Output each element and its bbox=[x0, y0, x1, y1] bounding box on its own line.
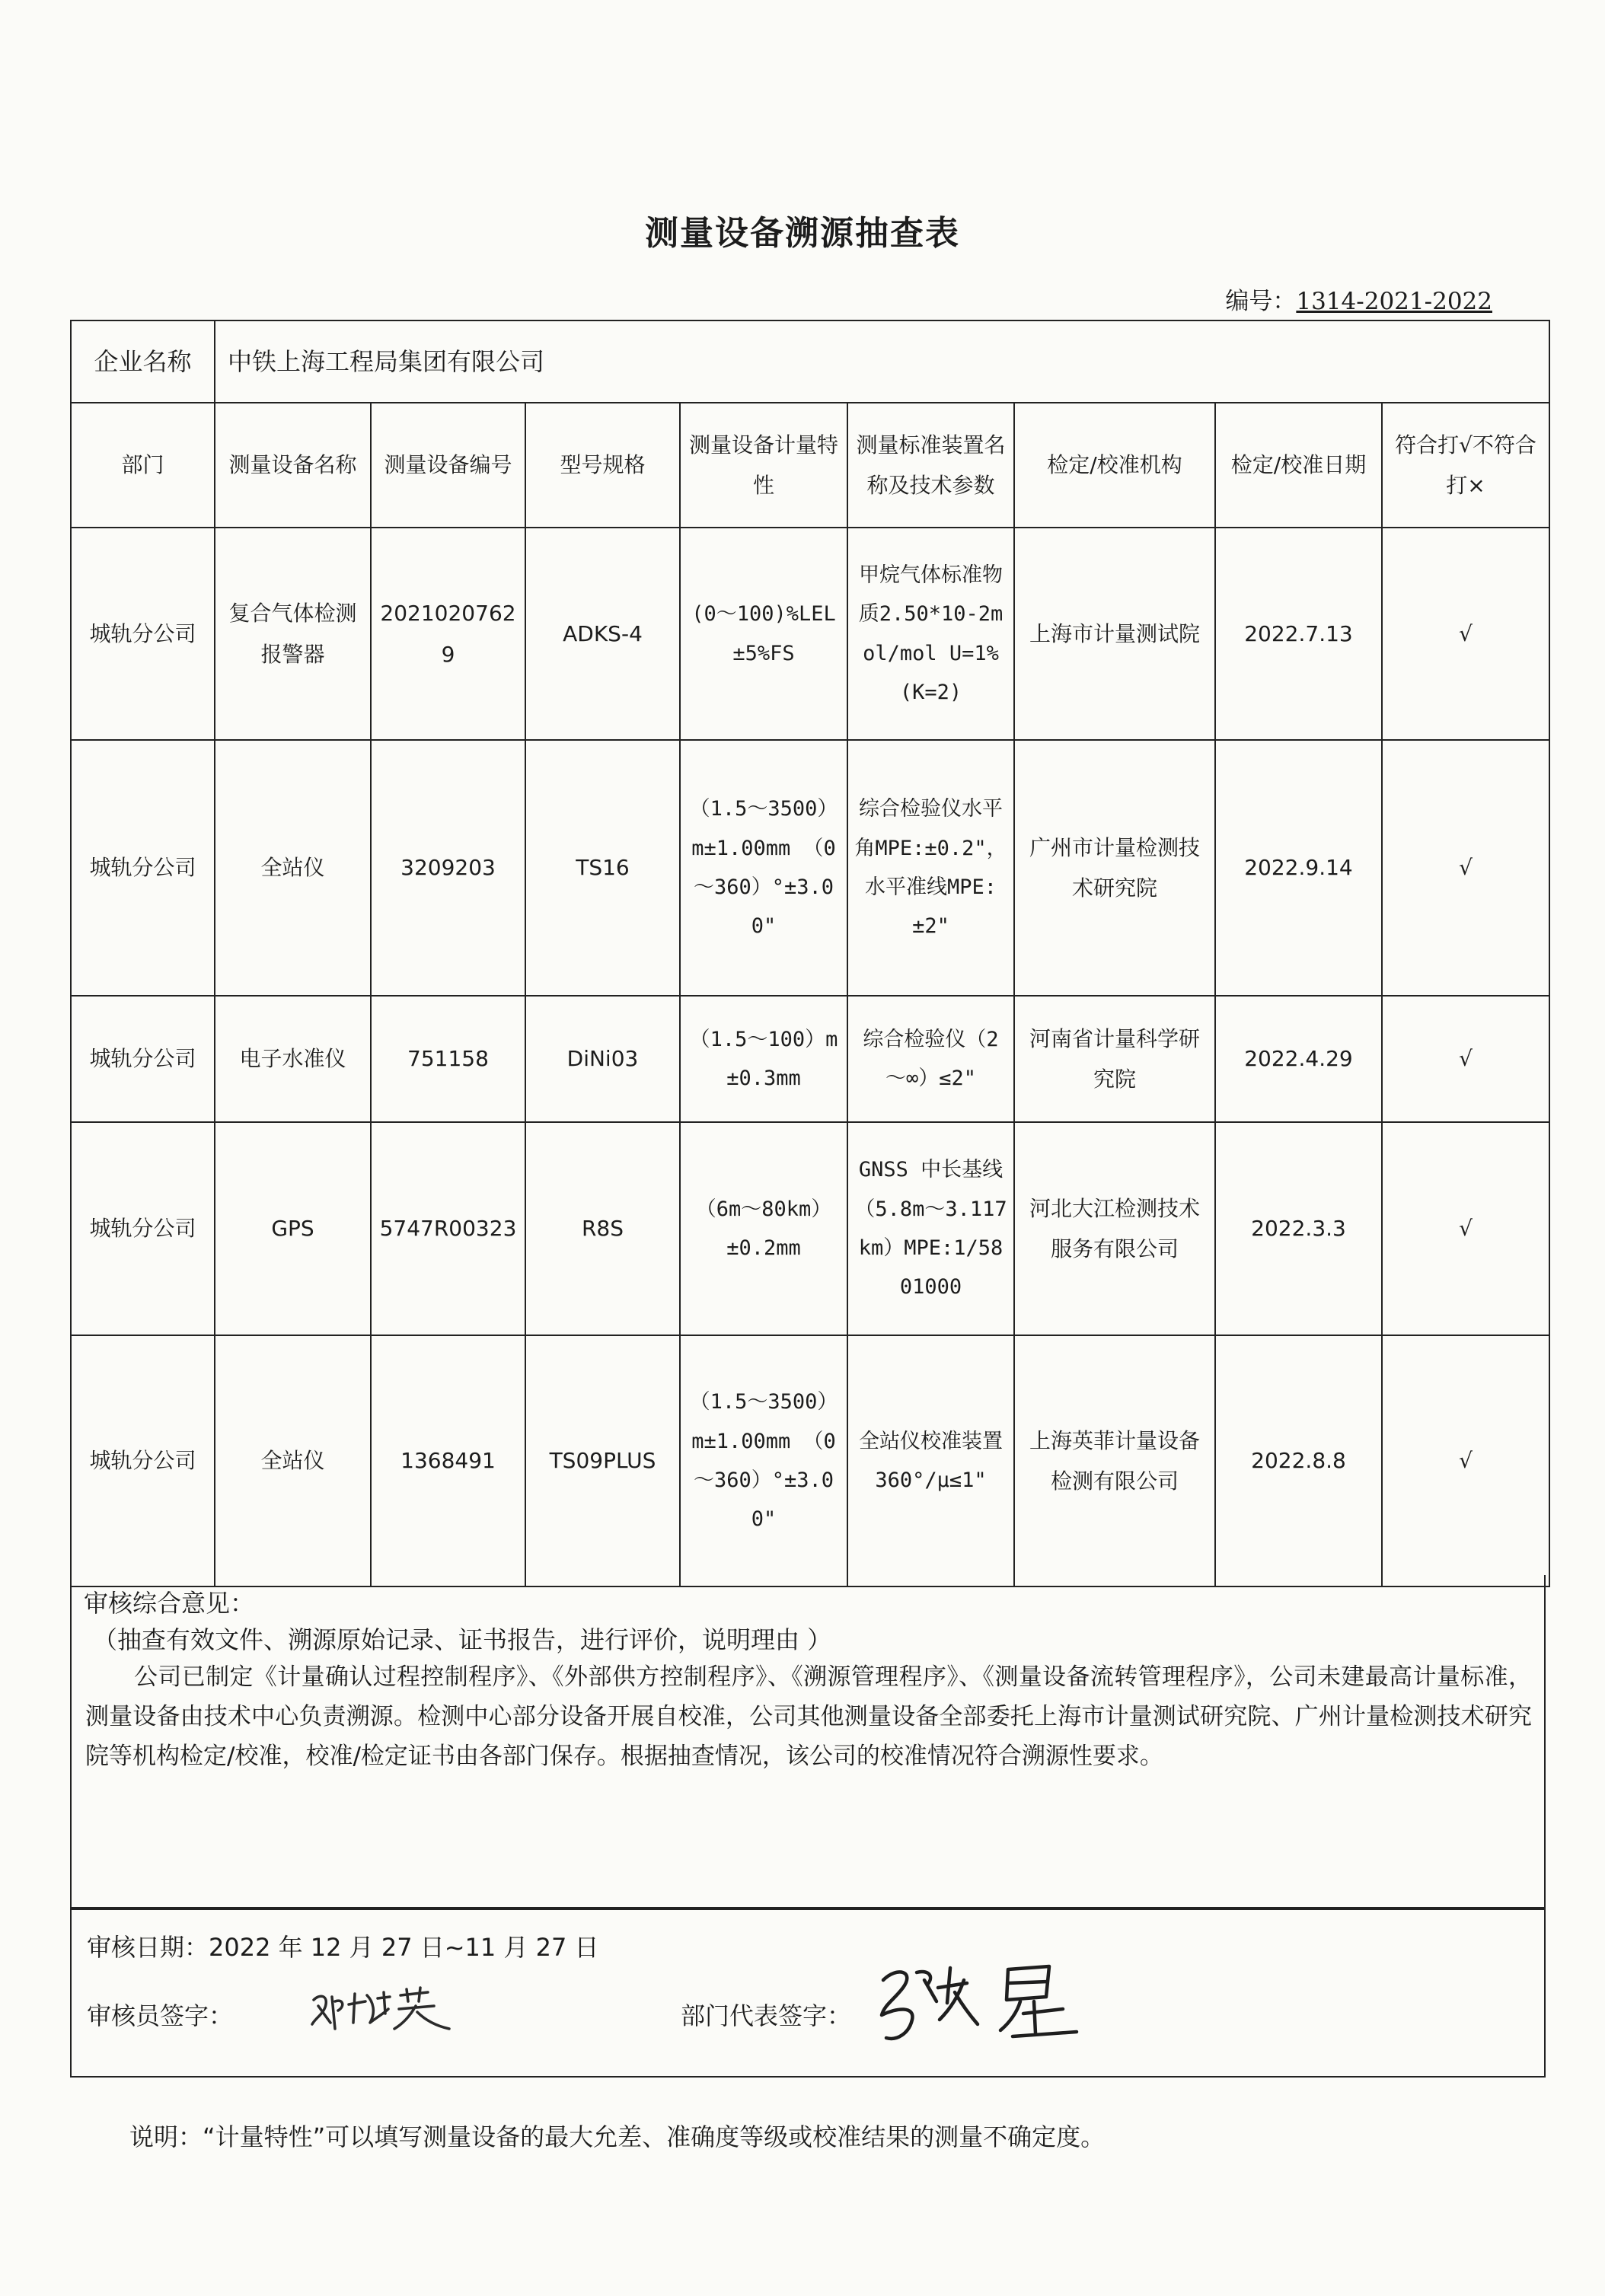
header-cell: 测量设备计量特性 bbox=[680, 403, 847, 528]
header-cell: 测量设备名称 bbox=[215, 403, 371, 528]
characteristic-cell: （1.5～3500）m±1.00mm （0～360）°±3.00" bbox=[680, 1335, 847, 1586]
device-name-cell: 电子水准仪 bbox=[215, 996, 371, 1122]
opinion-body: 公司已制定《计量确认过程控制程序》、《外部供方控制程序》、《溯源管理程序》、《测量设备流转管理程序》，公司未建最高计量标准，测量设备由技术中心负责溯源。检测中心部分设备开展自校准，公司其他测量设备全部委托上海市计量测试研究院、广州计量检测技术研究院等机构检定/校准，校准/检定证书由各部门保存。根据抽查情况，该公司的校准情况符合溯源性要求。 bbox=[85, 1663, 1532, 1771]
characteristic-cell: (0～100)%LEL±5%FS bbox=[680, 528, 847, 740]
document-number bbox=[1225, 282, 1492, 316]
result-cell: √ bbox=[1382, 740, 1549, 996]
standard-cell: 全站仪校准装置360°/μ≤1" bbox=[847, 1335, 1014, 1586]
device-name-cell: 复合气体检测报警器 bbox=[215, 528, 371, 740]
table-row bbox=[71, 528, 1549, 740]
dept-cell: 城轨分公司 bbox=[71, 740, 215, 996]
document-number-value: 1314-2021-2022 bbox=[1296, 288, 1492, 315]
auditor-signature-label: 审核员签字： bbox=[87, 2001, 234, 2030]
opinion-subtitle: （抽查有效文件、溯源原始记录、证书报告，进行评价，说明理由 ） bbox=[93, 1625, 832, 1654]
table-row bbox=[71, 740, 1549, 996]
dept-rep-signature-image bbox=[871, 1957, 1115, 2052]
header-cell: 测量标准装置名称及技术参数 bbox=[847, 403, 1014, 528]
audit-opinion-section bbox=[70, 1575, 1546, 1909]
device-name-cell: 全站仪 bbox=[215, 1335, 371, 1586]
result-cell: √ bbox=[1382, 1335, 1549, 1586]
result-cell: √ bbox=[1382, 1122, 1549, 1335]
model-cell: DiNi03 bbox=[525, 996, 680, 1122]
standard-cell: 综合检验仪（2～∞）≤2" bbox=[847, 996, 1014, 1122]
header-cell: 符合打√不符合打× bbox=[1382, 403, 1549, 528]
characteristic-cell: （6m～80km）±0.2mm bbox=[680, 1122, 847, 1335]
device-number-cell: 3209203 bbox=[371, 740, 525, 996]
date-cell: 2022.7.13 bbox=[1215, 528, 1382, 740]
date-cell: 2022.4.29 bbox=[1215, 996, 1382, 1122]
header-cell: 部门 bbox=[71, 403, 215, 528]
footnote: 说明：“计量特性”可以填写测量设备的最大允差、准确度等级或校准结果的测量不确定度。 bbox=[129, 2122, 1106, 2151]
device-number-cell: 1368491 bbox=[371, 1335, 525, 1586]
standard-cell: GNSS 中长基线（5.8m～3.117km）MPE:1/5801000 bbox=[847, 1122, 1014, 1335]
dept-cell: 城轨分公司 bbox=[71, 1335, 215, 1586]
model-cell: TS09PLUS bbox=[525, 1335, 680, 1586]
device-name-cell: 全站仪 bbox=[215, 740, 371, 996]
company-name: 中铁上海工程局集团有限公司 bbox=[215, 320, 1549, 403]
device-number-cell: 5747R00323 bbox=[371, 1122, 525, 1335]
company-label: 企业名称 bbox=[71, 320, 215, 403]
company-row bbox=[71, 320, 1549, 403]
opinion-title: 审核综合意见： bbox=[84, 1589, 255, 1618]
dept-cell: 城轨分公司 bbox=[71, 528, 215, 740]
device-number-cell: 20210207629 bbox=[371, 528, 525, 740]
dept-cell: 城轨分公司 bbox=[71, 996, 215, 1122]
dept-rep-signature-label: 部门代表签字： bbox=[681, 2001, 852, 2030]
header-cell: 检定/校准日期 bbox=[1215, 403, 1382, 528]
date-cell: 2022.9.14 bbox=[1215, 740, 1382, 996]
table-row bbox=[71, 996, 1549, 1122]
header-cell: 检定/校准机构 bbox=[1014, 403, 1215, 528]
table-row bbox=[71, 1122, 1549, 1335]
table-header-row bbox=[71, 403, 1549, 528]
device-number-cell: 751158 bbox=[371, 996, 525, 1122]
characteristic-cell: （1.5～3500）m±1.00mm （0～360）°±3.00" bbox=[680, 740, 847, 996]
signoff-section bbox=[70, 1909, 1546, 2078]
model-cell: TS16 bbox=[525, 740, 680, 996]
document-number-label: 编号： bbox=[1225, 288, 1297, 315]
org-cell: 河南省计量科学研究院 bbox=[1014, 996, 1215, 1122]
model-cell: R8S bbox=[525, 1122, 680, 1335]
dept-cell: 城轨分公司 bbox=[71, 1122, 215, 1335]
standard-cell: 综合检验仪水平角MPE:±0.2"，水平准线MPE:±2" bbox=[847, 740, 1014, 996]
result-cell: √ bbox=[1382, 996, 1549, 1122]
model-cell: ADKS-4 bbox=[525, 528, 680, 740]
date-cell: 2022.3.3 bbox=[1215, 1122, 1382, 1335]
org-cell: 河北大江检测技术服务有限公司 bbox=[1014, 1122, 1215, 1335]
page-title: 测量设备溯源抽查表 bbox=[645, 214, 960, 253]
audit-date: 审核日期：2022 年 12 月 27 日~11 月 27 日 bbox=[87, 1933, 599, 1962]
device-name-cell: GPS bbox=[215, 1122, 371, 1335]
header-cell: 型号规格 bbox=[525, 403, 680, 528]
auditor-signature-image bbox=[305, 1979, 457, 2042]
audit-table bbox=[70, 320, 1550, 1587]
org-cell: 上海英菲计量设备检测有限公司 bbox=[1014, 1335, 1215, 1586]
date-cell: 2022.8.8 bbox=[1215, 1335, 1382, 1586]
header-cell: 测量设备编号 bbox=[371, 403, 525, 528]
org-cell: 广州市计量检测技术研究院 bbox=[1014, 740, 1215, 996]
org-cell: 上海市计量测试院 bbox=[1014, 528, 1215, 740]
table-row bbox=[71, 1335, 1549, 1586]
standard-cell: 甲烷气体标准物质2.50*10-2mol/mol U=1%(K=2) bbox=[847, 528, 1014, 740]
characteristic-cell: （1.5～100）m±0.3mm bbox=[680, 996, 847, 1122]
result-cell: √ bbox=[1382, 528, 1549, 740]
